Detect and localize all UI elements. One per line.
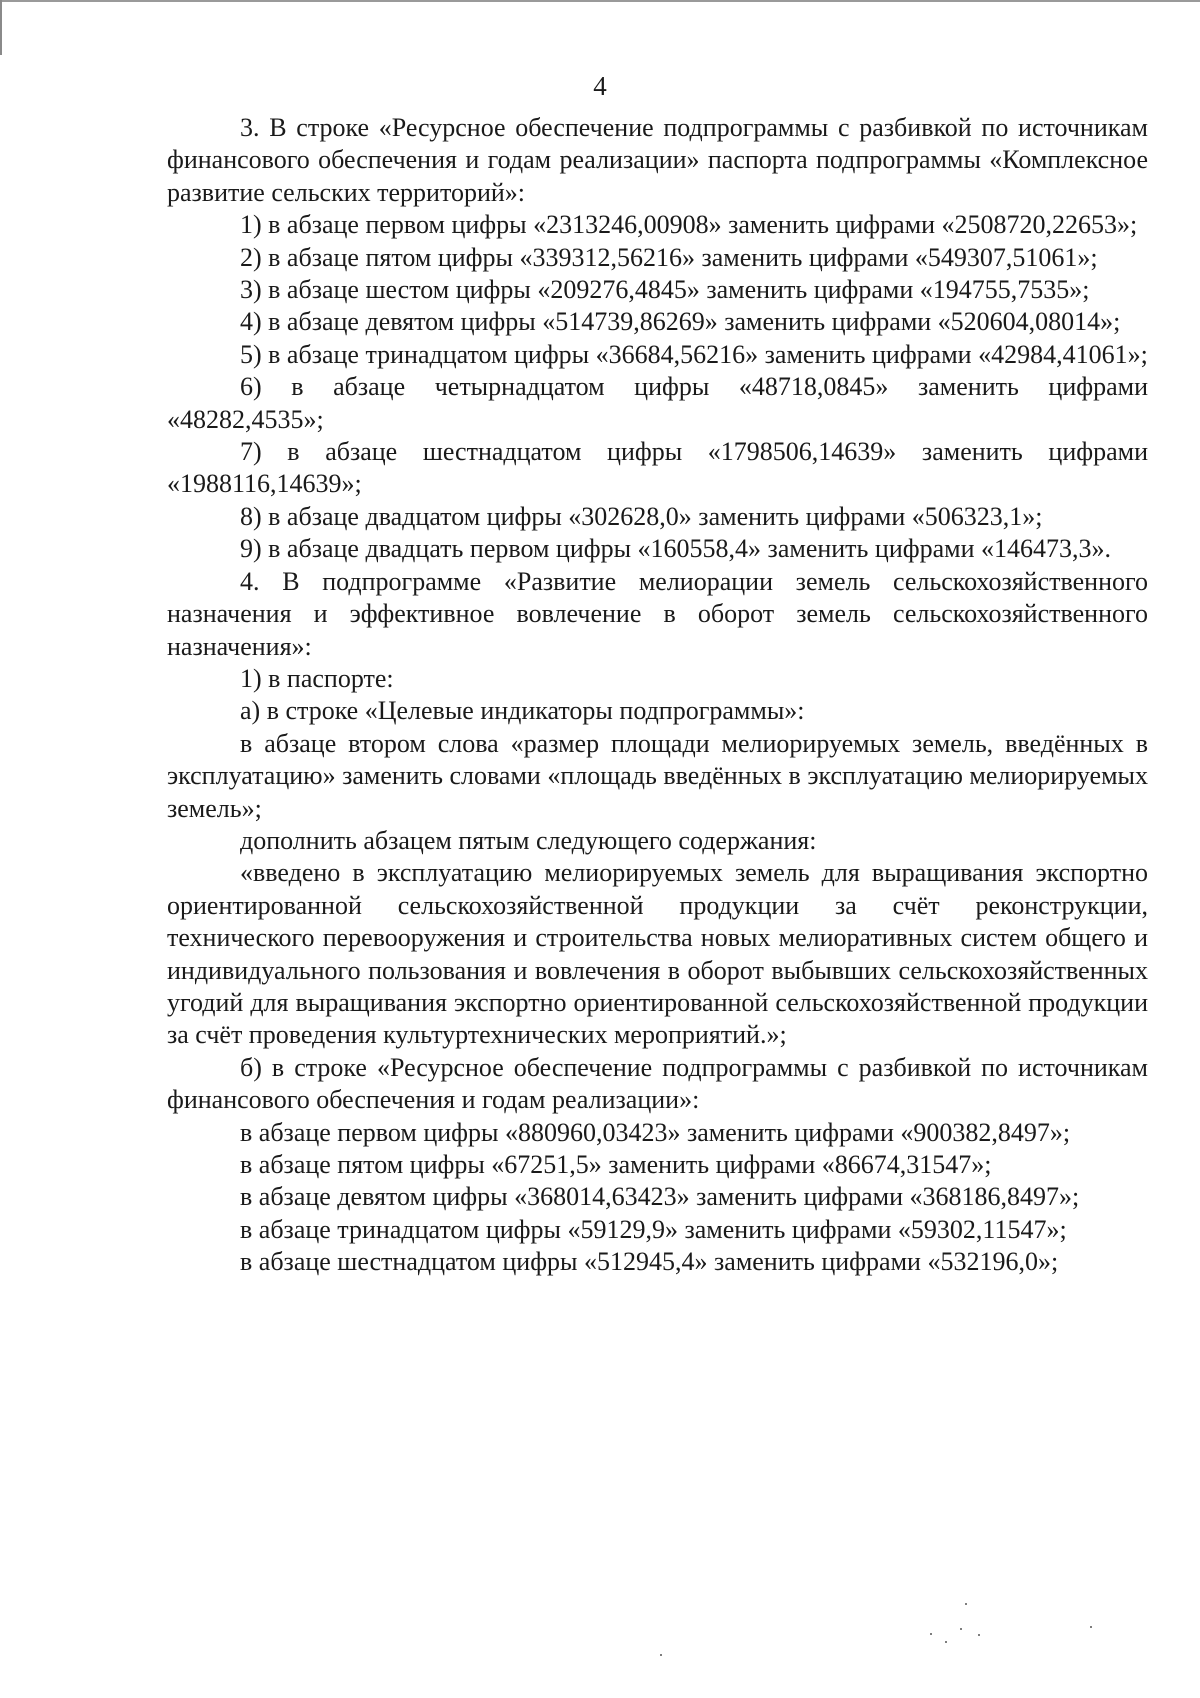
list-item-resource-row: б) в строке «Ресурсное обеспечение подпрограммы с разбивкой по источникам финансового обеспечения и годам реализации»:: [167, 1052, 1148, 1115]
paragraph-fifth-abzac: в абзаце пятом цифры «67251,5» заменить цифрами «86674,31547»;: [240, 1150, 992, 1179]
paragraph-second-abzac: в абзаце втором слова «размер площади мелиорируемых земель, введённых в эксплуатацию» заменить словами «площадь введённых в эксплуатацию мелиорируемых земель»;: [167, 728, 1148, 823]
list-item-7: 7) в абзаце шестнадцатом цифры «1798506,14639» заменить цифрами «1988116,14639»;: [167, 437, 1148, 499]
scan-edge-left: [0, 0, 2, 55]
scan-speck: [945, 1641, 947, 1643]
list-item-8: 8) в абзаце двадцатом цифры «302628,0» заменить цифрами «506323,1»;: [240, 501, 1043, 531]
scan-speck: [660, 1654, 662, 1656]
scan-speck: [1090, 1626, 1092, 1628]
list-item-5: 5) в абзаце тринадцатом цифры «36684,56216» заменить цифрами «42984,41061»;: [240, 339, 1148, 369]
paragraph-quoted-text: «введено в эксплуатацию мелиорируемых земель для выращивания экспортно ориентированной сельскохозяйственной продукции за счёт реконструкции, технического перевооружения и строительства новых мелиоративных систем общего и индивидуального пользования и вовлечения в оборот выбывших сельскохозяйственных угодий для выращивания экспортно ориентированной сельскохозяйственной продукции за счёт проведения культуртехнических мероприятий.»;: [167, 858, 1148, 1050]
list-item-1: 1) в абзаце первом цифры «2313246,00908» заменить цифрами «2508720,22653»;: [240, 210, 1138, 240]
list-item-4: 4) в абзаце девятом цифры «514739,86269» заменить цифрами «520604,08014»;: [240, 307, 1121, 337]
paragraph-sixteenth-abzac: в абзаце шестнадцатом цифры «512945,4» заменить цифрами «532196,0»;: [240, 1247, 1059, 1277]
scan-edge-top: [0, 0, 1200, 2]
list-item-6: 6) в абзаце четырнадцатом цифры «48718,0845» заменить цифрами «48282,4535»;: [167, 372, 1148, 434]
scan-speck: [930, 1633, 932, 1635]
paragraph-thirteenth-abzac: в абзаце тринадцатом цифры «59129,9» заменить цифрами «59302,11547»;: [240, 1214, 1067, 1244]
list-item-target-indicators: а) в строке «Целевые индикаторы подпрограммы»:: [240, 696, 805, 726]
page-number: 4: [593, 71, 607, 101]
paragraph-add-fifth: дополнить абзацем пятым следующего содержания:: [240, 825, 817, 855]
paragraph-4-melioration: 4. В подпрограмме «Развитие мелиорации земель сельскохозяйственного назначения и эффективное вовлечение в оборот земель сельскохозяйственного назначения»:: [167, 566, 1148, 661]
scan-speck: [960, 1628, 962, 1630]
list-item-2: 2) в абзаце пятом цифры «339312,56216» заменить цифрами «549307,51061»;: [240, 242, 1098, 272]
list-item-3: 3) в абзаце шестом цифры «209276,4845» заменить цифрами «194755,7535»;: [240, 275, 1090, 305]
paragraph-first-abzac: в абзаце первом цифры «880960,03423» заменить цифрами «900382,8497»;: [240, 1117, 1071, 1147]
document-body: [167, 112, 1148, 1279]
paragraph-3-resource-row: 3. В строке «Ресурсное обеспечение подпрограммы с разбивкой по источникам финансового обеспечения и годам реализации» паспорта подпрограммы «Комплексное развитие сельских территорий»:: [167, 113, 1148, 207]
scan-speck: [965, 1603, 967, 1605]
list-item-passport: 1) в паспорте:: [240, 663, 394, 693]
paragraph-ninth-abzac: в абзаце девятом цифры «368014,63423» заменить цифрами «368186,8497»;: [240, 1182, 1080, 1212]
list-item-9: 9) в абзаце двадцать первом цифры «160558,4» заменить цифрами «146473,3».: [240, 534, 1111, 564]
scan-speck: [978, 1634, 980, 1636]
